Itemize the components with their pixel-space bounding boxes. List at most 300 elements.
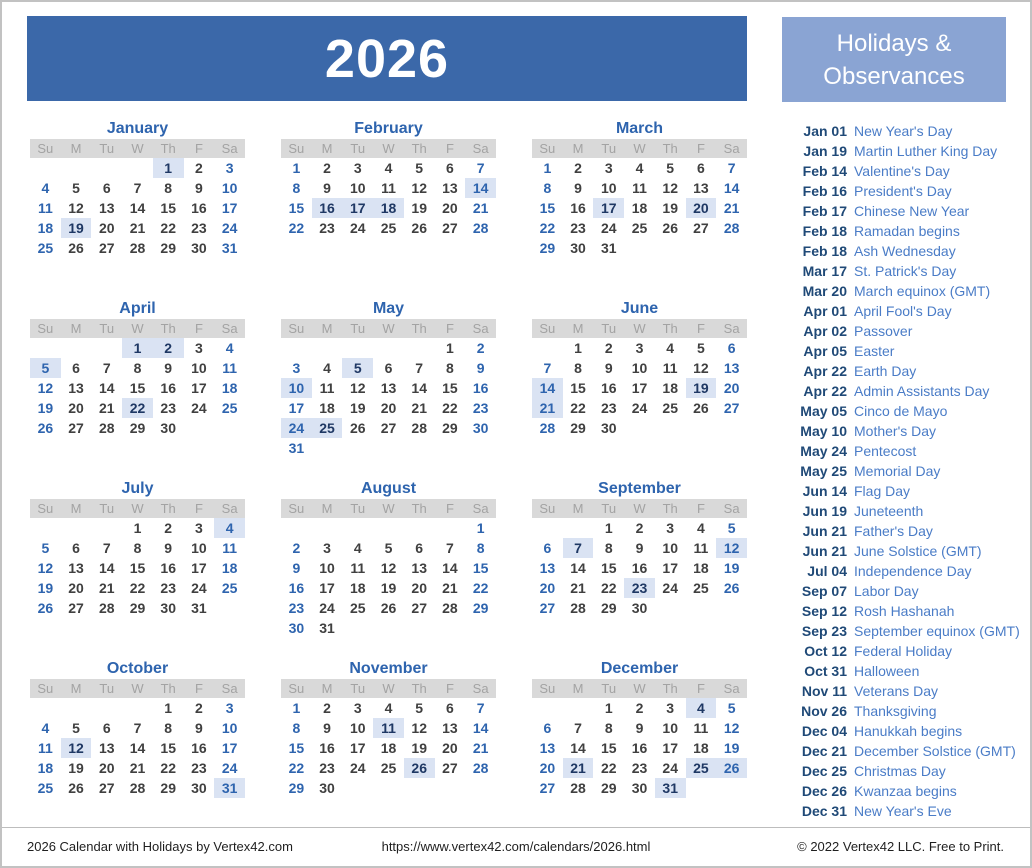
day-cell: 17 [288,400,305,416]
holiday-name: Cinco de Mayo [854,403,948,419]
day-cell: 28 [723,220,740,236]
day-cell: 27 [723,400,740,416]
day-cell: 16 [288,580,305,596]
month-september [532,479,747,638]
day-cell: 21 [129,220,146,236]
day-cell: 14 [129,740,146,756]
empty-day-cell [404,338,435,358]
day-cell: 6 [102,720,111,736]
holiday-day-cell: 25 [312,418,343,438]
month-title: October [106,660,169,677]
day-cell: 10 [191,360,207,376]
holiday-day-cell: 25 [686,758,717,778]
day-cell: 31 [288,440,305,456]
day-cell: 27 [98,240,115,256]
holiday-name: President's Day [854,183,952,199]
days-grid [281,158,496,238]
day-cell: 4 [384,160,393,176]
day-cell: 17 [631,380,648,396]
month-title: January [106,120,169,137]
holiday-day-cell: 26 [404,758,435,778]
day-cell: 7 [543,360,552,376]
day-cell: 23 [288,600,305,616]
holiday-date: Jun 21 [802,523,847,539]
day-cell: 23 [191,220,207,236]
empty-day-cell [30,338,61,358]
weekday-label: W [633,141,646,156]
empty-day-cell [435,518,466,538]
holiday-date: Apr 22 [803,363,847,379]
holiday-name: Juneteenth [854,503,924,519]
holiday-day-cell: 12 [61,738,92,758]
empty-day-cell [373,338,404,358]
weekday-label: Tu [99,321,115,336]
empty-day-cell [312,518,343,538]
day-cell: 1 [476,520,485,536]
weekday-label: Tu [601,681,617,696]
empty-day-cell [312,338,343,358]
day-cell: 18 [221,380,238,396]
day-cell: 24 [600,220,617,236]
holiday-name: June Solstice (GMT) [854,543,982,559]
holiday-date: Feb 16 [802,183,847,199]
day-cell: 16 [191,740,207,756]
holiday-day-cell: 5 [342,358,373,378]
day-cell: 25 [37,780,54,796]
holiday-day-cell: 4 [214,518,245,538]
holiday-name: Ramadan begins [854,223,960,239]
day-cell: 1 [164,700,173,716]
day-cell: 2 [164,520,173,536]
day-cell: 16 [472,380,489,396]
day-cell: 11 [319,380,335,396]
holiday-list-item [782,161,1030,181]
day-cell: 2 [195,700,203,716]
day-cell: 22 [600,760,617,776]
weekday-label: Sa [723,681,740,696]
day-cell: 23 [160,400,176,416]
empty-day-cell [30,158,61,178]
day-cell: 13 [442,180,458,196]
weekday-label: Th [662,681,678,696]
day-cell: 27 [539,600,556,616]
weekday-label: Th [160,141,176,156]
weekday-label: Sa [221,681,238,696]
weekday-label: Su [37,681,54,696]
day-cell: 25 [631,220,648,236]
month-march [532,119,747,278]
day-cell: 26 [37,600,54,616]
day-cell: 29 [570,420,586,436]
weekday-label: Su [539,141,556,156]
holiday-date: Nov 26 [801,703,847,719]
month-title: July [121,480,154,497]
weekday-label: M [572,141,584,156]
day-cell: 15 [600,560,617,576]
weekday-label: Sa [221,141,238,156]
day-cell: 28 [472,220,489,236]
weekday-label: W [131,681,144,696]
empty-day-cell [61,158,92,178]
weekday-label: M [321,141,333,156]
empty-day-cell [91,698,122,718]
weekday-header-row [532,319,747,338]
day-cell: 16 [600,380,617,396]
holiday-date: Nov 11 [801,683,847,699]
weekday-label: Th [411,321,427,336]
weekday-label: W [382,321,395,336]
day-cell: 29 [129,600,146,616]
day-cell: 1 [543,160,552,176]
day-cell: 24 [191,580,207,596]
holiday-date: Oct 31 [804,663,847,679]
day-cell: 10 [349,720,366,736]
holiday-name: Memorial Day [854,463,941,479]
day-cell: 7 [102,540,111,556]
weekday-label: W [633,681,646,696]
day-cell: 22 [442,400,458,416]
day-cell: 12 [693,360,709,376]
day-cell: 2 [635,700,644,716]
holiday-date: May 24 [800,443,847,459]
weekday-label: M [321,501,333,516]
weekday-label: Sa [472,141,489,156]
weekday-label: Th [411,141,427,156]
day-cell: 19 [411,200,427,216]
day-cell: 8 [133,540,142,556]
day-cell: 20 [723,380,740,396]
holiday-date: Feb 18 [802,243,847,259]
empty-day-cell [373,518,404,538]
empty-day-cell [563,518,594,538]
holiday-date: Dec 21 [801,743,847,759]
holiday-name: Pentecost [854,443,917,459]
day-cell: 24 [319,600,335,616]
weekday-label: W [633,321,646,336]
day-cell: 8 [574,360,582,376]
holiday-list-item [782,381,1030,401]
day-cell: 13 [98,200,115,216]
day-cell: 9 [164,360,173,376]
day-cell: 1 [604,520,613,536]
holiday-date: May 10 [800,423,847,439]
day-cell: 24 [662,580,678,596]
weekday-header-row [281,679,496,698]
holiday-name: Federal Holiday [854,643,953,659]
day-cell: 17 [349,740,366,756]
month-august [281,479,496,638]
holiday-list-item [782,681,1030,701]
holiday-name: Martin Luther King Day [854,143,998,159]
day-cell: 7 [415,360,424,376]
day-cell: 17 [191,560,207,576]
day-cell: 26 [662,220,678,236]
holiday-list-item [782,341,1030,361]
days-grid [30,158,245,258]
day-cell: 21 [570,580,586,596]
day-cell: 23 [472,400,489,416]
weekday-label: Tu [350,321,366,336]
weekday-label: M [321,681,333,696]
weekday-label: Tu [99,501,115,516]
day-cell: 10 [191,540,207,556]
weekday-label: Su [288,501,305,516]
holiday-list-item [782,561,1030,581]
day-cell: 5 [666,160,675,176]
weekday-label: F [445,141,454,156]
day-cell: 27 [98,780,115,796]
day-cell: 11 [222,540,238,556]
day-cell: 21 [472,200,489,216]
day-cell: 30 [600,420,617,436]
day-cell: 16 [631,740,648,756]
day-cell: 8 [604,720,613,736]
day-cell: 10 [349,180,366,196]
day-cell: 30 [631,600,648,616]
holidays-list [782,121,1030,821]
weekday-header-row [30,319,245,338]
holiday-date: Jul 04 [807,563,847,579]
day-cell: 26 [411,220,427,236]
day-cell: 8 [164,720,173,736]
holiday-date: Apr 01 [803,303,847,319]
empty-day-cell [342,518,373,538]
holiday-list-item [782,701,1030,721]
empty-day-cell [532,518,563,538]
empty-day-cell [122,698,153,718]
day-cell: 27 [68,600,84,616]
month-july [30,479,245,638]
day-cell: 27 [539,780,556,796]
weekday-label: W [131,501,144,516]
holiday-day-cell: 1 [153,158,184,178]
weekday-header-row [281,499,496,518]
day-cell: 7 [476,160,485,176]
holiday-date: May 25 [800,463,847,479]
weekday-header-row [532,139,747,158]
day-cell: 3 [225,700,234,716]
weekday-label: W [382,681,395,696]
holiday-list-item [782,241,1030,261]
day-cell: 22 [472,580,489,596]
holiday-list-item [782,801,1030,821]
day-cell: 15 [442,380,458,396]
day-cell: 3 [353,700,362,716]
holiday-day-cell: 14 [532,378,563,398]
day-cell: 26 [693,400,709,416]
holiday-date: Dec 04 [801,723,847,739]
holiday-name: New Year's Day [854,123,953,139]
weekday-label: M [70,501,82,516]
month-may [281,299,496,458]
weekday-label: M [572,501,584,516]
weekday-header-row [281,139,496,158]
weekday-label: M [70,141,82,156]
day-cell: 2 [323,160,331,176]
days-grid [532,518,747,618]
day-cell: 7 [133,720,142,736]
weekday-header-row [532,679,747,698]
day-cell: 5 [697,340,705,356]
day-cell: 3 [225,160,234,176]
day-cell: 28 [129,780,146,796]
day-cell: 4 [41,180,50,196]
day-cell: 13 [693,180,709,196]
footer-url[interactable]: https://www.vertex42.com/calendars/2026.html [381,839,651,854]
day-cell: 12 [349,380,366,396]
empty-day-cell [404,518,435,538]
empty-day-cell [281,518,312,538]
day-cell: 1 [446,340,454,356]
holiday-date: Oct 12 [804,643,847,659]
day-cell: 12 [68,200,84,216]
day-cell: 13 [68,560,84,576]
day-cell: 18 [37,220,54,236]
holiday-day-cell: 31 [655,778,686,798]
weekday-label: Th [411,501,427,516]
day-cell: 10 [319,560,335,576]
days-grid [532,158,747,258]
day-cell: 14 [570,560,586,576]
day-cell: 28 [539,420,556,436]
weekday-label: Th [160,681,176,696]
day-cell: 9 [195,180,203,196]
holiday-list-item [782,201,1030,221]
day-cell: 19 [411,740,427,756]
day-cell: 30 [191,780,207,796]
weekday-label: W [382,501,395,516]
day-cell: 7 [133,180,142,196]
day-cell: 10 [221,720,238,736]
day-cell: 6 [543,540,552,556]
holiday-list-item [782,661,1030,681]
holiday-name: Kwanzaa begins [854,783,957,799]
day-cell: 31 [191,600,207,616]
holiday-day-cell: 12 [716,538,747,558]
holiday-date: Jun 19 [802,503,847,519]
day-cell: 27 [442,220,458,236]
day-cell: 27 [380,420,397,436]
day-cell: 14 [98,380,115,396]
holiday-day-cell: 20 [686,198,717,218]
day-cell: 10 [221,180,238,196]
day-cell: 14 [411,380,427,396]
day-cell: 21 [98,400,115,416]
weekday-label: M [70,681,82,696]
day-cell: 21 [723,200,740,216]
day-cell: 25 [221,400,238,416]
day-cell: 19 [662,200,678,216]
holiday-name: Halloween [854,663,920,679]
day-cell: 22 [539,220,556,236]
holiday-name: St. Patrick's Day [854,263,957,279]
holiday-list-item [782,721,1030,741]
day-cell: 17 [662,560,678,576]
day-cell: 19 [380,580,397,596]
day-cell: 9 [604,360,613,376]
day-cell: 26 [380,600,397,616]
day-cell: 18 [37,760,54,776]
month-december [532,659,747,818]
day-cell: 24 [662,760,678,776]
day-cell: 26 [723,580,740,596]
months-grid [30,119,747,818]
day-cell: 5 [415,160,424,176]
day-cell: 28 [442,600,458,616]
weekday-label: F [445,681,454,696]
day-cell: 18 [349,580,366,596]
weekday-header-row [281,319,496,338]
day-cell: 15 [160,200,176,216]
day-cell: 10 [600,180,617,196]
day-cell: 11 [693,540,709,556]
day-cell: 24 [349,220,366,236]
day-cell: 6 [384,360,393,376]
day-cell: 25 [693,580,709,596]
year-title: 2026 [324,28,450,89]
month-june [532,299,747,458]
month-title: April [119,300,156,317]
holiday-list-item [782,281,1030,301]
holiday-date: Sep 23 [801,623,847,639]
empty-day-cell [532,698,563,718]
weekday-label: Su [288,681,305,696]
day-cell: 2 [476,340,485,356]
day-cell: 22 [160,220,176,236]
day-cell: 21 [442,580,458,596]
day-cell: 25 [349,600,366,616]
day-cell: 23 [319,220,335,236]
holiday-name: March equinox (GMT) [854,283,991,299]
day-cell: 13 [411,560,427,576]
day-cell: 1 [292,700,301,716]
day-cell: 11 [37,740,53,756]
holiday-list-item [782,401,1030,421]
day-cell: 16 [570,200,586,216]
holiday-day-cell: 17 [593,198,624,218]
holiday-day-cell: 10 [281,378,312,398]
day-cell: 6 [72,540,80,556]
day-cell: 3 [195,520,203,536]
day-cell: 17 [191,380,207,396]
month-title: February [354,120,423,137]
weekday-label: Sa [723,501,740,516]
day-cell: 25 [380,760,397,776]
holiday-list-item [782,421,1030,441]
day-cell: 19 [37,580,54,596]
day-cell: 9 [292,560,301,576]
day-cell: 29 [160,240,176,256]
holiday-day-cell: 7 [563,538,594,558]
day-cell: 28 [411,420,427,436]
weekday-label: Tu [350,501,366,516]
weekday-label: Su [288,141,305,156]
holiday-day-cell: 18 [373,198,404,218]
day-cell: 2 [604,340,613,356]
holiday-list-item [782,541,1030,561]
day-cell: 4 [666,340,675,356]
empty-day-cell [532,338,563,358]
weekday-label: Tu [350,681,366,696]
day-cell: 28 [98,420,115,436]
day-cell: 30 [631,780,648,796]
weekday-label: F [194,681,203,696]
empty-day-cell [61,518,92,538]
empty-day-cell [61,338,92,358]
holiday-name: September equinox (GMT) [854,623,1020,639]
holiday-list-item [782,141,1030,161]
holiday-date: Jan 01 [803,123,847,139]
